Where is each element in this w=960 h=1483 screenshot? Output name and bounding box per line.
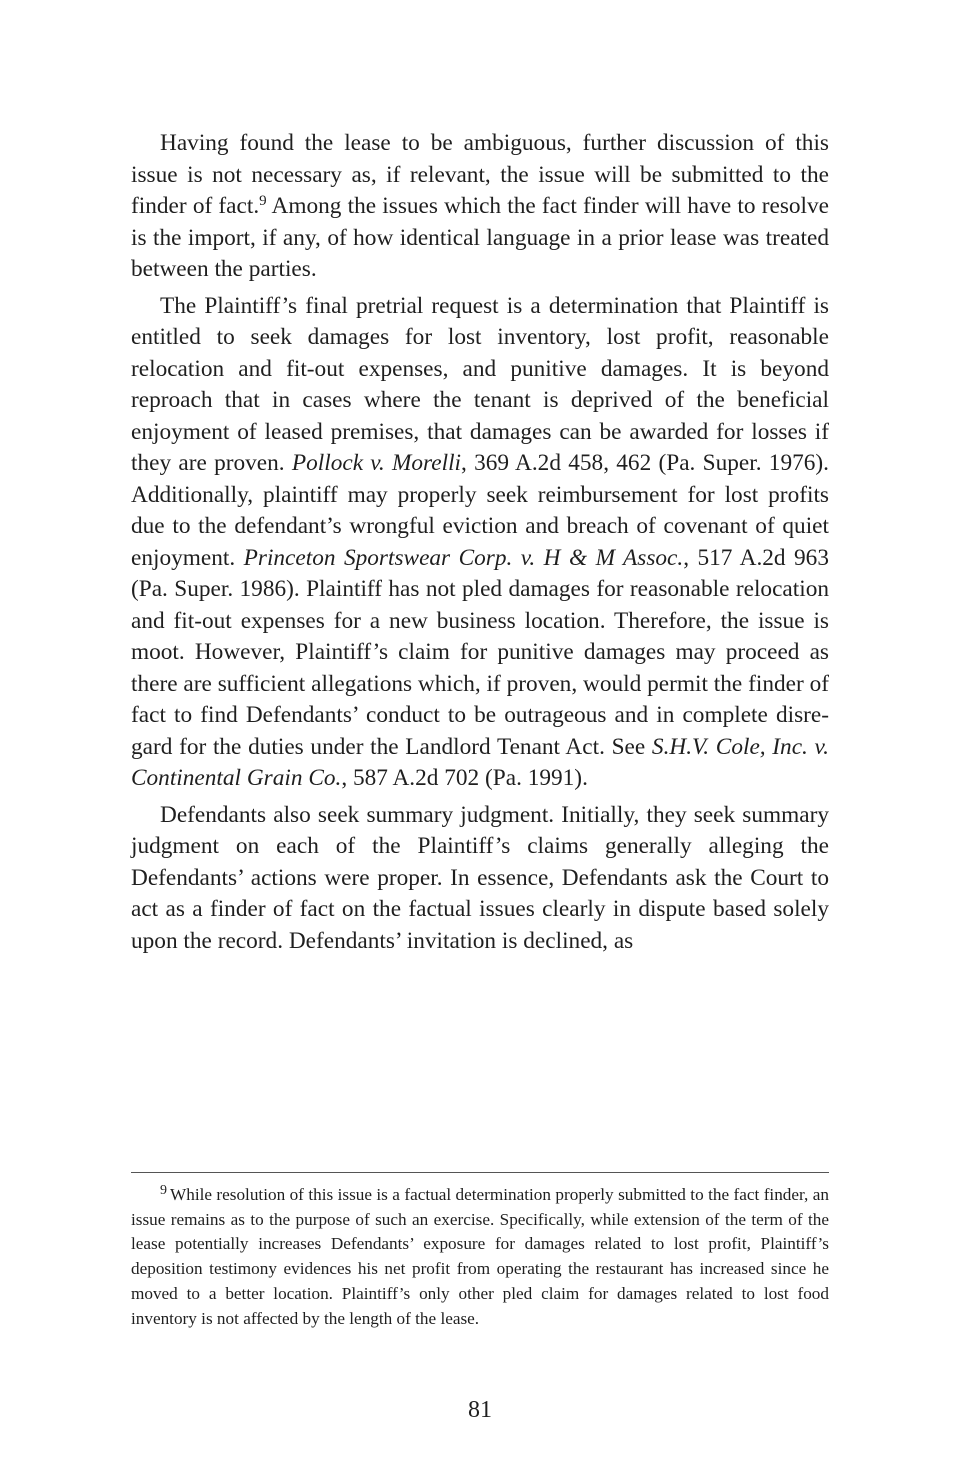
text-run: Defendants also seek summary judgment. Initially, they seek summary judgment on each of the Plaintiff’s claims generally alleging the Defendants’ actions were proper. In essence, Defendants ask the Court to act as a finder of fact on the factual issues clearly in dispute based solely upon the record. Defendants’ invitation is declined, as bbox=[131, 801, 829, 954]
paragraph bbox=[131, 291, 829, 795]
footnote bbox=[131, 1183, 829, 1331]
footnote-marker: 9 bbox=[160, 1183, 167, 1198]
text-run: The Plaintiff’s final pretrial request is a determination that Plaintiff is entitled to seek damages for lost inventory, lost profit, reasonable relocation and fit-out expenses, and punitive damages. It is beyond reproach that in cases where the tenant is deprived of the beneficial enjoyment of leased premises, that damages can be awarded for losses if they are proven. bbox=[131, 292, 829, 476]
footnote-text: While resolution of this issue is a factual determination properly submitted to the fact finder, an issue remains as to the purpose of such an exercise. Specifically, while extension of the term of the lease potentially increases Defendants’ exposure for damages related to lost profit, Plaintiff’s deposition testimony evidences his net profit from operating the restaurant has increased since he moved to a better location. Plaintiff’s only other pled claim for damages related to lost food inventory is not affected by the length of the lease. bbox=[131, 1185, 829, 1328]
paragraph bbox=[131, 128, 829, 286]
text-run: , 517 A.2d 963 (Pa. Super. 1986). Plaintiff has not pled damages for reasonable relocation and fit-out expenses for a new business location. Therefore, the issue is moot. However, Plaintiff’s claim for punitive damages may proceed as there are sufficient allegations which, if proven, would permit the finder of fact to find Defendants’ conduct to be outrageous and in complete disregard for the duties under the Landlord Tenant Act. See bbox=[131, 544, 829, 760]
text-run: Among the issues which the fact finder will have to resolve is the import, if any, of how identical language in a prior lease was treated between the parties. bbox=[131, 193, 830, 282]
case-citation: Princeton Sportswear Corp. v. H & M Assoc. bbox=[243, 544, 684, 571]
text-run: Having found the lease to be ambiguous, further discussion of this issue is not necessary as, if relevant, the issue will be submitted to the finder of fact. bbox=[131, 130, 829, 219]
text-run: , 369 A.2d 458, 462 (Pa. Super. 1976). Additionally, plaintiff may properly seek reimbursement for lost profits due to the defendant’s wrongful eviction and breach of covenant of quiet enjoyment. bbox=[131, 450, 829, 571]
paragraph bbox=[131, 800, 829, 958]
footnote-reference[interactable]: 9 bbox=[259, 193, 267, 209]
footnote-paragraph bbox=[131, 1183, 829, 1331]
case-citation: S.H.V. Cole, Inc. v. Continental Grain Co. bbox=[131, 733, 829, 791]
case-citation: Pollock v. Morelli bbox=[291, 450, 462, 476]
footnote-divider bbox=[131, 1172, 829, 1173]
page-number: 81 bbox=[468, 1397, 492, 1423]
text-run: , 587 A.2d 702 (Pa. 1991). bbox=[341, 765, 588, 791]
body-text bbox=[131, 128, 829, 962]
